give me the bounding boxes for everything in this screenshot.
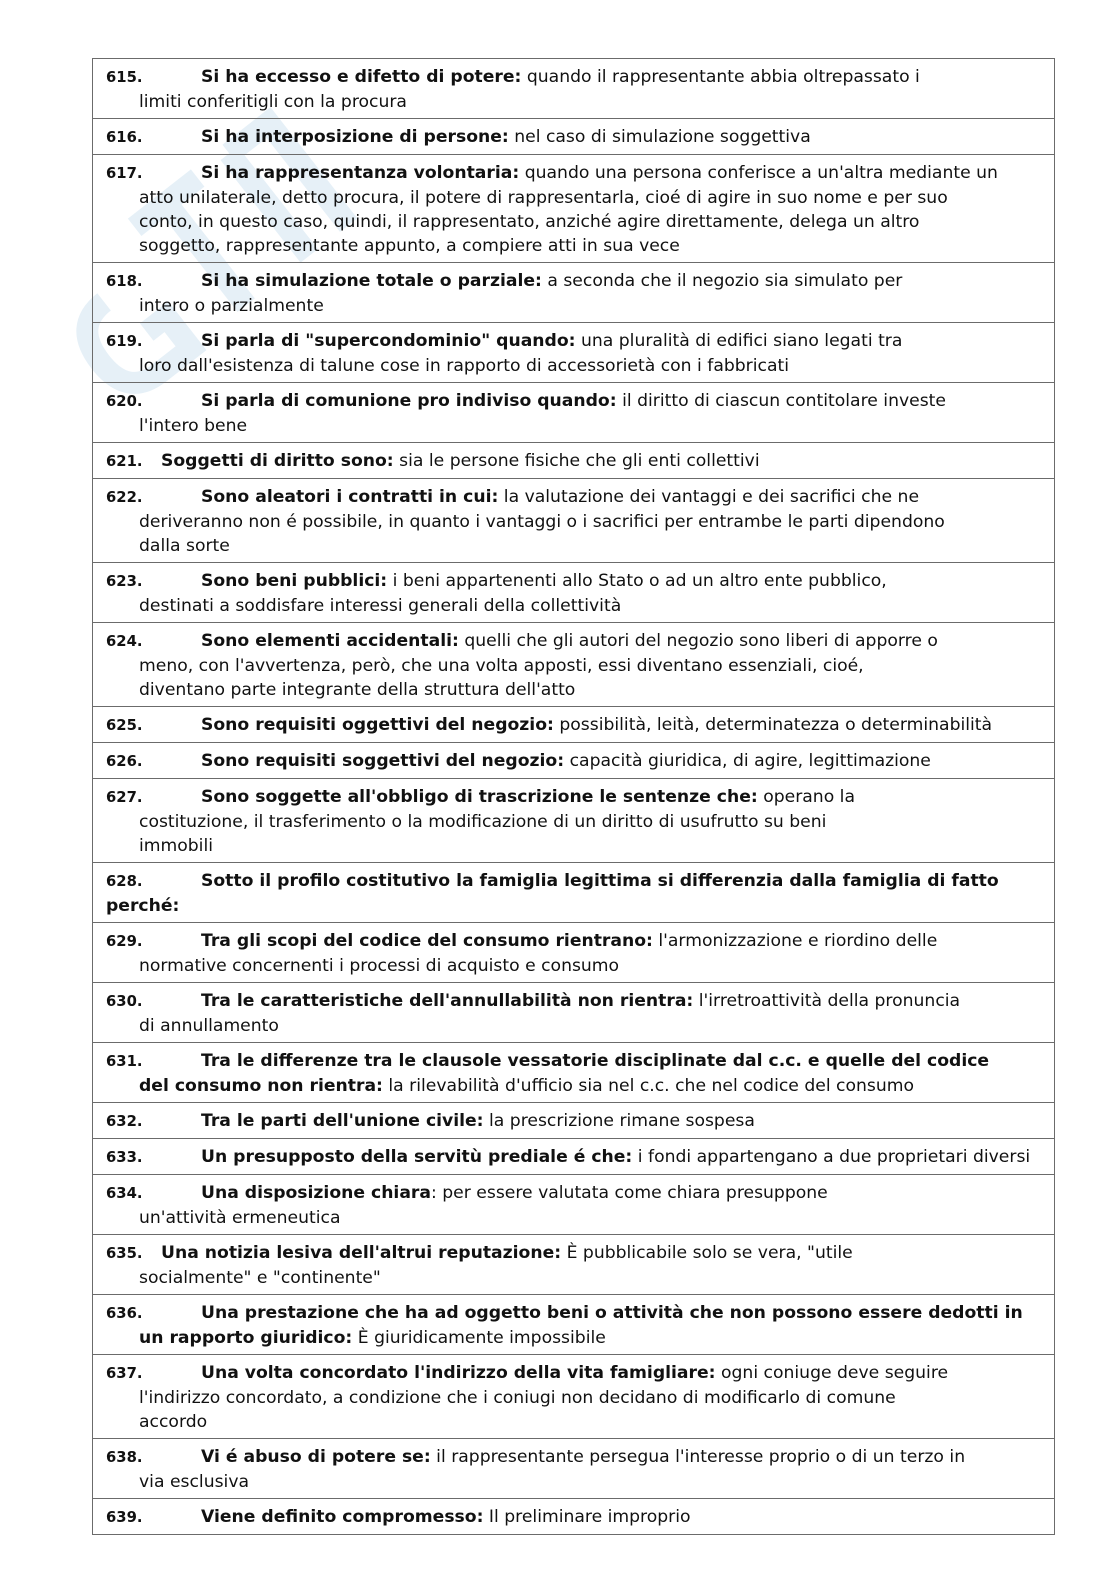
entry-cell <box>93 1295 1055 1355</box>
question-text: Sono soggette all'obbligo di trascrizione le sentenze che: <box>201 787 758 807</box>
entry-line <box>106 186 1042 210</box>
entry-line <box>106 749 1042 774</box>
table-row <box>93 119 1055 155</box>
entry-cell <box>93 1103 1055 1139</box>
entry-line <box>106 329 1042 354</box>
entry-line <box>106 269 1042 294</box>
entry-number: 623. <box>106 573 143 590</box>
table-row <box>93 983 1055 1043</box>
table-row <box>93 743 1055 779</box>
answer-text: È giuridicamente impossibile <box>352 1328 606 1348</box>
question-text: Viene definito compromesso: <box>201 1507 484 1527</box>
entry-number: 629. <box>106 933 143 950</box>
entry-line <box>106 1445 1042 1470</box>
entry-cell <box>93 1235 1055 1295</box>
question-text: Tra le caratteristiche dell'annullabilità non rientra: <box>201 991 694 1011</box>
entry-number: 620. <box>106 393 143 410</box>
entry-line <box>106 1386 1042 1410</box>
question-text: Sono aleatori i contratti in cui: <box>201 487 499 507</box>
entry-line <box>106 234 1042 258</box>
entry-line <box>106 1326 1042 1350</box>
answer-text: normative concernenti i processi di acquisto e consumo <box>139 956 620 976</box>
table-row <box>93 1439 1055 1499</box>
table-row <box>93 1139 1055 1175</box>
entry-number: 637. <box>106 1365 143 1382</box>
entry-line <box>106 989 1042 1014</box>
entry-number: 632. <box>106 1113 143 1130</box>
answer-text: diventano parte integrante della struttura dell'atto <box>139 680 576 700</box>
entry-line <box>106 594 1042 618</box>
answer-text: una pluralità di edifici siano legati tra <box>575 331 903 351</box>
answer-text: l'indirizzo concordato, a condizione che i coniugi non decidano di modificarlo di comune <box>139 1388 896 1408</box>
entry-number: 634. <box>106 1185 143 1202</box>
entry-line <box>106 1109 1042 1134</box>
table-row <box>93 707 1055 743</box>
question-text: Vi é abuso di potere se: <box>201 1447 431 1467</box>
table-row <box>93 59 1055 119</box>
entry-number: 615. <box>106 69 143 86</box>
answer-text: capacità giuridica, di agire, legittimazione <box>564 751 931 771</box>
entry-cell <box>93 707 1055 743</box>
entry-line <box>106 1206 1042 1230</box>
answer-text: : per essere valutata come chiara presuppone <box>431 1183 828 1203</box>
entry-cell <box>93 155 1055 263</box>
answer-text: soggetto, rappresentante appunto, a compiere atti in sua vece <box>139 236 680 256</box>
entry-number: 631. <box>106 1053 143 1070</box>
entry-line <box>106 834 1042 858</box>
question-text: Una notizia lesiva dell'altrui reputazione: <box>161 1243 562 1263</box>
answer-text: l'irretroattività della pronuncia <box>693 991 961 1011</box>
question-text: Una volta concordato l'indirizzo della vita famigliare: <box>201 1363 716 1383</box>
entry-cell <box>93 743 1055 779</box>
table-row <box>93 1043 1055 1103</box>
entry-line <box>106 678 1042 702</box>
entry-cell <box>93 1139 1055 1175</box>
question-text: Sono requisiti soggettivi del negozio: <box>201 751 565 771</box>
answer-text: ogni coniuge deve seguire <box>715 1363 949 1383</box>
question-text: un rapporto giuridico: <box>139 1328 353 1348</box>
answer-text: la prescrizione rimane sospesa <box>483 1111 755 1131</box>
entry-line <box>106 1145 1042 1170</box>
qa-table <box>92 58 1055 1535</box>
table-row <box>93 263 1055 323</box>
entry-line <box>106 1074 1042 1098</box>
question-text: Tra le differenze tra le clausole vessatorie disciplinate dal c.c. e quelle del codice <box>201 1051 990 1071</box>
entry-line <box>106 1410 1042 1434</box>
entry-line <box>106 534 1042 558</box>
answer-text: deriveranno non é possibile, in quanto i vantaggi o i sacrifici per entrambe le parti dipendono <box>139 512 945 532</box>
entry-cell <box>93 1355 1055 1439</box>
answer-text: di annullamento <box>139 1016 279 1036</box>
entry-cell <box>93 1499 1055 1535</box>
answer-text: dalla sorte <box>139 536 230 556</box>
answer-text: il rappresentante persegua l'interesse proprio o di un terzo in <box>430 1447 966 1467</box>
entry-line <box>106 354 1042 378</box>
table-row <box>93 479 1055 563</box>
answer-text: quelli che gli autori del negozio sono liberi di apporre o <box>458 631 938 651</box>
entry-line <box>106 929 1042 954</box>
entry-line <box>106 161 1042 186</box>
entry-cell <box>93 59 1055 119</box>
question-text: Si parla di "supercondominio" quando: <box>201 331 576 351</box>
table-row <box>93 1355 1055 1439</box>
answer-text: operano la <box>757 787 855 807</box>
question-text: Una prestazione che ha ad oggetto beni o attività che non possono essere dedotti in <box>201 1303 1023 1323</box>
table-row <box>93 1103 1055 1139</box>
answer-text: È pubblicabile solo se vera, "utile <box>561 1243 853 1263</box>
question-text: Sotto il profilo costitutivo la famiglia legittima si differenzia dalla famiglia di fatto perché: <box>106 871 999 916</box>
answer-text: loro dall'esistenza di talune cose in rapporto di accessorietà con i fabbricati <box>139 356 790 376</box>
answer-text: la valutazione dei vantaggi e dei sacrifici che ne <box>498 487 920 507</box>
answer-text: via esclusiva <box>139 1472 250 1492</box>
entry-number: 618. <box>106 273 143 290</box>
question-text: Si ha interposizione di persone: <box>201 127 509 147</box>
entry-number: 625. <box>106 717 143 734</box>
entry-line <box>106 1361 1042 1386</box>
answer-text: la rilevabilità d'ufficio sia nel c.c. che nel codice del consumo <box>382 1076 915 1096</box>
entry-line <box>106 389 1042 414</box>
answer-text: costituzione, il trasferimento o la modificazione di un diritto di usufrutto su beni <box>139 812 827 832</box>
entry-number: 626. <box>106 753 143 770</box>
entry-cell <box>93 563 1055 623</box>
entry-cell <box>93 479 1055 563</box>
entry-line <box>106 90 1042 114</box>
answer-text: Il preliminare improprio <box>483 1507 691 1527</box>
table-row <box>93 443 1055 479</box>
entry-number: 635. <box>106 1245 143 1262</box>
answer-text: quando una persona conferisce a un'altra mediante un <box>519 163 998 183</box>
entry-number: 633. <box>106 1149 143 1166</box>
entry-cell <box>93 623 1055 707</box>
entry-line <box>106 810 1042 834</box>
entry-line <box>106 785 1042 810</box>
answer-text: l'armonizzazione e riordino delle <box>652 931 938 951</box>
entry-number: 617. <box>106 165 143 182</box>
answer-text: immobili <box>139 836 214 856</box>
question-text: Si ha rappresentanza volontaria: <box>201 163 520 183</box>
question-text: Sono elementi accidentali: <box>201 631 459 651</box>
entry-line <box>106 1049 1042 1074</box>
question-text: Una disposizione chiara <box>201 1183 432 1203</box>
entry-number: 621. <box>106 453 143 470</box>
table-row <box>93 923 1055 983</box>
answer-text: nel caso di simulazione soggettiva <box>508 127 811 147</box>
entry-cell <box>93 1043 1055 1103</box>
entry-line <box>106 210 1042 234</box>
entry-number: 619. <box>106 333 143 350</box>
entry-line <box>106 414 1042 438</box>
entry-cell <box>93 779 1055 863</box>
table-row <box>93 383 1055 443</box>
entry-line <box>106 294 1042 318</box>
table-row <box>93 1235 1055 1295</box>
table-row <box>93 1175 1055 1235</box>
entry-line <box>106 654 1042 678</box>
table-row <box>93 863 1055 923</box>
entry-line <box>106 629 1042 654</box>
question-text: Sono requisiti oggettivi del negozio: <box>201 715 554 735</box>
entry-cell <box>93 1175 1055 1235</box>
answer-text: socialmente" e "continente" <box>139 1268 381 1288</box>
entry-number: 630. <box>106 993 143 1010</box>
answer-text: i beni appartenenti allo Stato o ad un altro ente pubblico, <box>387 571 887 591</box>
entry-number: 628. <box>106 873 143 890</box>
question-text: Un presupposto della servitù prediale é che: <box>201 1147 633 1167</box>
answer-text: intero o parzialmente <box>139 296 324 316</box>
question-text: Tra gli scopi del codice del consumo rientrano: <box>201 931 653 951</box>
answer-text: un'attività ermeneutica <box>139 1208 341 1228</box>
entry-line <box>106 1301 1042 1326</box>
table-row <box>93 323 1055 383</box>
table-row <box>93 563 1055 623</box>
question-text: Tra le parti dell'unione civile: <box>201 1111 484 1131</box>
answer-text: l'intero bene <box>139 416 248 436</box>
entry-cell <box>93 983 1055 1043</box>
entry-line <box>106 569 1042 594</box>
answer-text: destinati a soddisfare interessi generali della collettività <box>139 596 622 616</box>
entry-line <box>106 485 1042 510</box>
entry-line <box>106 65 1042 90</box>
table-row <box>93 1499 1055 1535</box>
entry-number: 616. <box>106 129 143 146</box>
table-row <box>93 779 1055 863</box>
entry-line <box>106 869 1042 918</box>
entry-line <box>106 510 1042 534</box>
answer-text: accordo <box>139 1412 208 1432</box>
entry-cell <box>93 443 1055 479</box>
entry-line <box>106 449 1042 474</box>
question-text: Soggetti di diritto sono: <box>161 451 394 471</box>
entry-cell <box>93 119 1055 155</box>
answer-text: il diritto di ciascun contitolare investe <box>616 391 946 411</box>
entry-cell <box>93 323 1055 383</box>
entry-line <box>106 1470 1042 1494</box>
entry-number: 639. <box>106 1509 143 1526</box>
answer-text: possibilità, leità, determinatezza o determinabilità <box>553 715 993 735</box>
entry-number: 638. <box>106 1449 143 1466</box>
entry-cell <box>93 383 1055 443</box>
answer-text: meno, con l'avvertenza, però, che una volta apposti, essi diventano essenziali, cioé, <box>139 656 864 676</box>
answer-text: atto unilaterale, detto procura, il potere di rappresentarla, cioé di agire in suo nome e per suo <box>139 188 948 208</box>
table-row <box>93 1295 1055 1355</box>
answer-text: i fondi appartengano a due proprietari diversi <box>632 1147 1031 1167</box>
entry-cell <box>93 923 1055 983</box>
entry-line <box>106 1181 1042 1206</box>
answer-text: conto, in questo caso, quindi, il rappresentato, anziché agire direttamente, delega un altro <box>139 212 920 232</box>
question-text: Si parla di comunione pro indiviso quando: <box>201 391 617 411</box>
entry-cell <box>93 863 1055 923</box>
entry-line <box>106 1241 1042 1266</box>
answer-text: limiti conferitigli con la procura <box>139 92 407 112</box>
entry-number: 622. <box>106 489 143 506</box>
answer-text: a seconda che il negozio sia simulato per <box>541 271 903 291</box>
entry-line <box>106 1505 1042 1530</box>
entry-line <box>106 1014 1042 1038</box>
entry-cell <box>93 263 1055 323</box>
question-text: Sono beni pubblici: <box>201 571 388 591</box>
entry-line <box>106 1266 1042 1290</box>
question-text: Si ha simulazione totale o parziale: <box>201 271 542 291</box>
entry-line <box>106 954 1042 978</box>
table-row <box>93 623 1055 707</box>
answer-text: quando il rappresentante abbia oltrepassato i <box>521 67 920 87</box>
entry-number: 636. <box>106 1305 143 1322</box>
answer-text: sia le persone fisiche che gli enti collettivi <box>393 451 760 471</box>
entry-line <box>106 713 1042 738</box>
entry-number: 624. <box>106 633 143 650</box>
question-text: del consumo non rientra: <box>139 1076 383 1096</box>
table-row <box>93 155 1055 263</box>
entry-cell <box>93 1439 1055 1499</box>
question-text: Si ha eccesso e difetto di potere: <box>201 67 522 87</box>
entry-number: 627. <box>106 789 143 806</box>
entry-line <box>106 125 1042 150</box>
